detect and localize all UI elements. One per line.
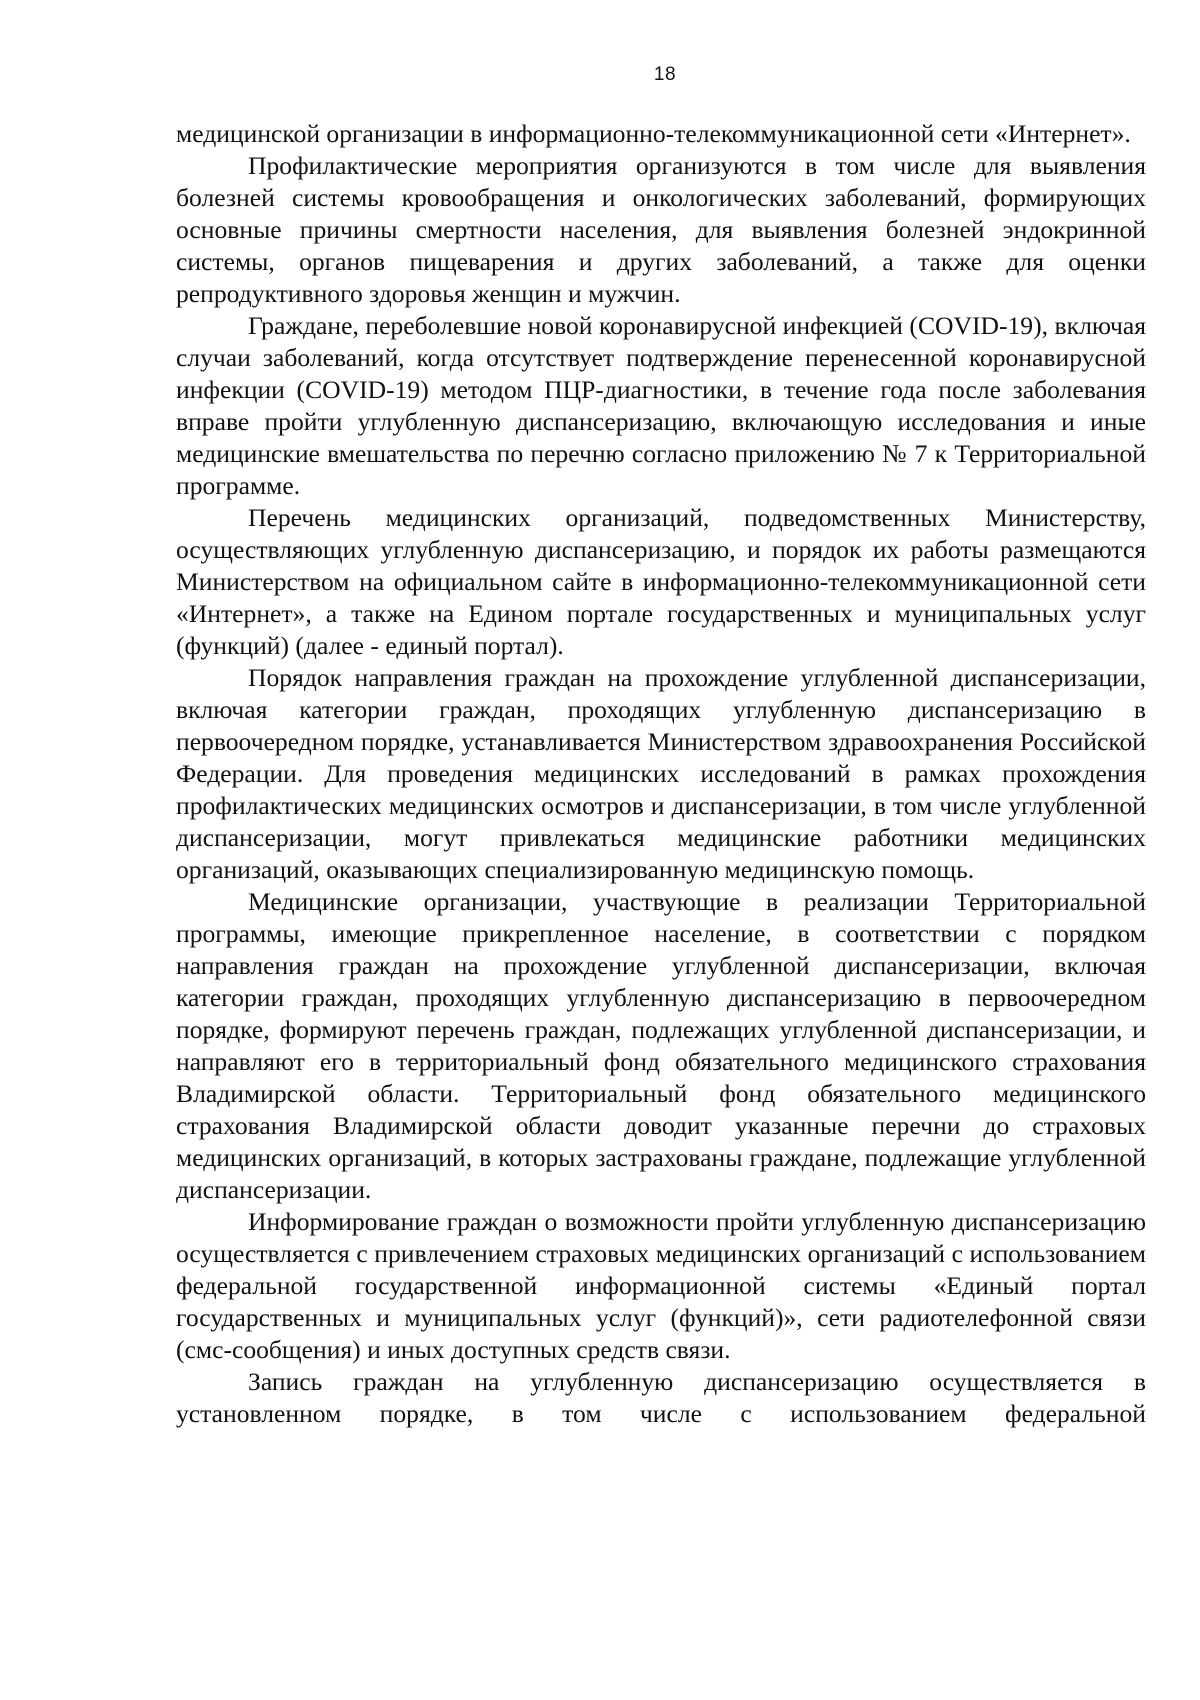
paragraph-1: медицинской организации в информационно-телекоммуникационной сети «Интернет». [176,119,1131,148]
paragraph-6: Медицинские организации, участвующие в реализации Территориальной программы, имеющие прикрепленное население, в соответствии с порядком направления граждан на прохождение углубленной диспансеризации, включая категории граждан, проходящих углубленную диспансеризацию в первоочередном порядке, формируют перечень граждан, подлежащих углубленной диспансеризации, и направляют его в территориальный фонд обязательного медицинского страхования Владимирской области. Территориальный фонд обязательного медицинского страхования Владимирской области доводит указанные перечни до страховых медицинских организаций, в которых застрахованы граждане, подлежащие углубленной диспансеризации. [176,887,1146,1204]
paragraph-8: Запись граждан на углубленную диспансеризацию осуществляется в установленном порядке, в том числе с использованием федеральной [176,1367,1146,1428]
paragraph-7: Информирование граждан о возможности пройти углубленную диспансеризацию осуществляется с привлечением страховых медицинских организаций с использованием федеральной государственной информационной системы «Единый портал государственных и муниципальных услуг (функций)», сети радиотелефонной связи (смс-сообщения) и иных доступных средств связи. [176,1207,1146,1364]
page-number: 18 [653,64,677,85]
document-body [176,118,1146,1430]
paragraph-4: Перечень медицинских организаций, подведомственных Министерству, осуществляющих углубленную диспансеризацию, и порядок их работы размещаются Министерством на официальном сайте в информационно-телекоммуникационной сети «Интернет», а также на Едином портале государственных и муниципальных услуг (функций) (далее - единый портал). [176,503,1146,660]
paragraph-3: Граждане, переболевшие новой коронавирусной инфекцией (COVID-19), включая случаи заболеваний, когда отсутствует подтверждение перенесенной коронавирусной инфекции (COVID-19) методом ПЦР-диагностики, в течение года после заболевания вправе пройти углубленную диспансеризацию, включающую исследования и иные медицинские вмешательства по перечню согласно приложению № 7 к Территориальной программе. [176,311,1146,500]
paragraph-2: Профилактические мероприятия организуются в том числе для выявления болезней системы кровообращения и онкологических заболеваний, формирующих основные причины смертности населения, для выявления болезней эндокринной системы, органов пищеварения и других заболеваний, а также для оценки репродуктивного здоровья женщин и мужчин. [176,151,1146,308]
paragraph-5: Порядок направления граждан на прохождение углубленной диспансеризации, включая категории граждан, проходящих углубленную диспансеризацию в первоочередном порядке, устанавливается Министерством здравоохранения Российской Федерации. Для проведения медицинских исследований в рамках прохождения профилактических медицинских осмотров и диспансеризации, в том числе углубленной диспансеризации, могут привлекаться медицинские работники медицинских организаций, оказывающих специализированную медицинскую помощь. [176,663,1146,884]
